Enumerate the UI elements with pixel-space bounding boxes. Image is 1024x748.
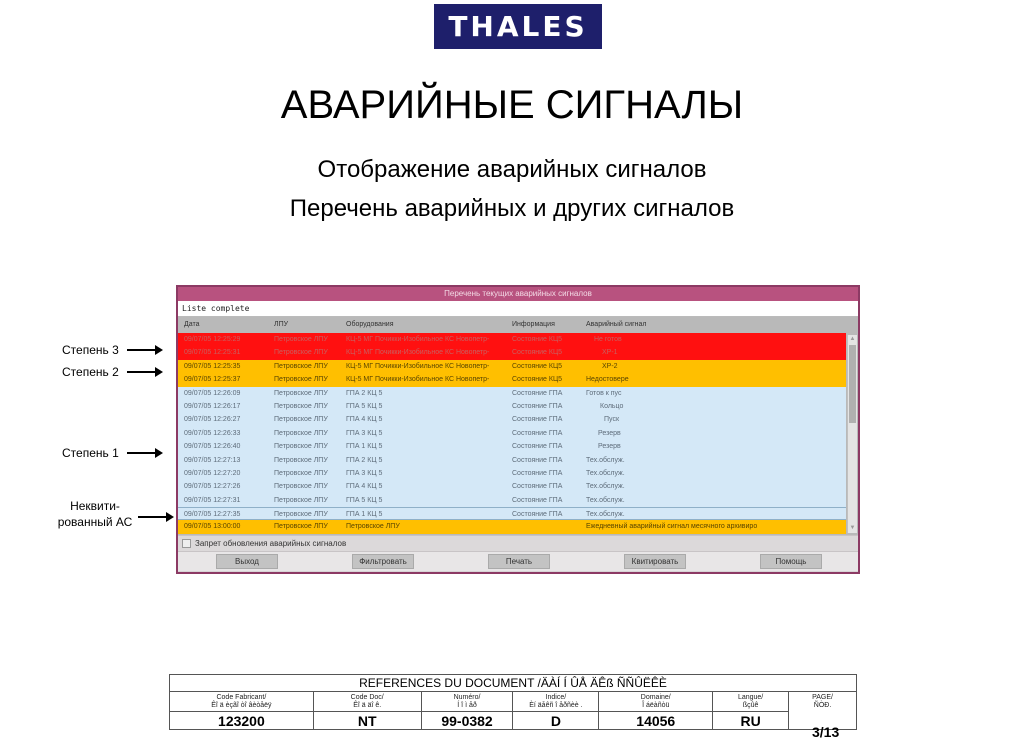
cell-signal: Тех.обслуж. [586,456,625,464]
callout-unacknowledged [50,498,140,530]
cell-signal: Резерв [598,429,621,437]
table-row[interactable] [178,467,846,480]
table-row[interactable] [178,480,846,493]
cell-info: Состояние КЦ5 [512,349,563,357]
cell-date: 09/07/05 12:27:13 [184,456,241,464]
cell-info: Состояние ГПА [512,443,563,451]
checkbox-label: Запрет обновления аварийных сигналов [195,539,347,548]
cell-equipment: ГПА 4 КЦ 5 [346,416,383,424]
disable-update-option[interactable] [178,535,858,551]
value-language: RU [713,712,789,730]
vertical-scrollbar[interactable] [847,335,857,533]
callout-label: Степень 1 [62,446,119,460]
cell-signal: Пуск [604,416,620,424]
cell-lpu: Петровское ЛПУ [274,443,328,451]
cell-equipment: ГПА 2 КЦ 5 [346,389,383,397]
cell-equipment: Петровское ЛПУ [346,523,400,531]
cell-lpu: Петровское ЛПУ [274,376,328,384]
column-header-signal[interactable]: Аварийный сигнал [586,321,647,328]
arrow-right-icon [127,349,161,351]
cell-equipment: ГПА 4 КЦ 5 [346,483,383,491]
table-header [178,317,858,333]
cell-lpu: Петровское ЛПУ [274,389,328,397]
callout-label: Степень 3 [62,343,119,357]
cell-date: 09/07/05 12:27:31 [184,496,241,504]
cell-info [512,520,584,533]
cell-equipment: ГПА 3 КЦ 5 [346,429,383,437]
cell-date: 09/07/05 12:25:29 [184,336,241,343]
table-row[interactable] [178,360,846,373]
cell-signal: Резерв [598,443,621,451]
cell-lpu: Петровское ЛПУ [274,496,328,504]
table-row[interactable] [178,427,846,440]
list-mode-label: Liste complete [178,301,858,317]
scrollbar-thumb[interactable] [849,345,856,423]
button-bar [178,551,858,571]
cell-lpu: Петровское ЛПУ [274,469,328,477]
label-number: Numéro/ Í î ì åð [421,692,513,712]
value-manufacturer-code: 123200 [170,712,314,730]
column-header-equipment[interactable]: Оборудования [346,321,394,328]
cell-lpu: Петровское ЛПУ [274,523,328,531]
cell-info: Состояние ГПА [512,402,563,410]
cell-lpu: Петровское ЛПУ [274,402,328,410]
table-body [178,333,846,535]
cell-signal: Тех.обслуж. [586,469,625,477]
cell-info: Состояние ГПА [512,416,563,424]
cell-date: 09/07/05 12:27:35 [184,511,241,519]
cell-equipment: ГПА 5 КЦ 5 [346,402,383,410]
label-page: PAGE/ ÑÒÐ. [789,692,857,730]
arrow-right-icon [127,371,161,373]
cell-info: Состояние КЦ5 [512,376,563,384]
cell-signal: Кольцо [600,402,624,410]
cell-signal: Не готов [594,336,622,343]
alarm-table [178,317,858,535]
label-doc-code: Code Doc/ Êî ä äî ê. [313,692,421,712]
cell-date: 09/07/05 12:25:37 [184,376,241,384]
arrow-right-icon [138,516,172,518]
cell-lpu: Петровское ЛПУ [274,456,328,464]
column-header-info[interactable]: Информация [512,321,555,328]
page-number: 3/13 [812,724,840,740]
thales-logo [434,4,602,49]
cell-equipment: ГПА 1 КЦ 5 [346,443,383,451]
cell-info: Состояние КЦ5 [512,336,563,343]
table-row[interactable] [178,346,846,359]
logo-text: THALES [448,10,588,43]
exit-button[interactable]: Выход [216,554,278,569]
callout-severity-2 [62,365,161,379]
cell-info: Состояние ГПА [512,429,563,437]
table-row[interactable] [178,494,846,507]
cell-date: 09/07/05 12:27:26 [184,483,241,491]
value-doc-code: NT [313,712,421,730]
print-button[interactable]: Печать [488,554,550,569]
cell-equipment: ГПА 1 КЦ 5 [346,511,383,519]
window-title-bar[interactable]: Перечень текущих аварийных сигналов [178,287,858,301]
slide-subtitle-1: Отображение аварийных сигналов [317,156,707,183]
label-domain: Domaine/ Î áëàñòü [599,692,713,712]
cell-signal: Тех.обслуж. [586,511,625,519]
cell-date: 09/07/05 12:26:09 [184,389,241,397]
disable-update-checkbox[interactable] [182,539,191,548]
cell-date: 09/07/05 12:26:40 [184,443,241,451]
help-button[interactable]: Помощь [760,554,822,569]
scroll-up-arrow-icon[interactable]: ▲ [849,336,856,342]
cell-lpu: Петровское ЛПУ [274,349,328,357]
cell-date: 09/07/05 13:00:00 [184,523,241,531]
cell-signal: ХР-2 [602,362,618,370]
table-row-unacknowledged[interactable] [178,507,846,520]
value-domain: 14056 [599,712,713,730]
cell-date: 09/07/05 12:27:20 [184,469,241,477]
cell-info: Состояние ГПА [512,456,563,464]
callout-severity-1 [62,446,161,460]
cell-equipment: ГПА 5 КЦ 5 [346,496,383,504]
column-header-date[interactable]: Дата [184,321,200,328]
callout-label: Степень 2 [62,365,119,379]
cell-date: 09/07/05 12:25:31 [184,349,241,357]
cell-lpu: Петровское ЛПУ [274,362,328,370]
value-index: D [513,712,599,730]
scroll-down-arrow-icon[interactable]: ▼ [849,525,856,531]
column-header-lpu[interactable]: ЛПУ [274,321,289,328]
callout-label-line2: рованный АС [57,515,133,529]
cell-date: 09/07/05 12:25:35 [184,362,241,370]
cell-signal: Ежедневный аварийный сигнал месячного архивиро [586,523,758,531]
cell-info: Состояние ГПА [512,496,563,504]
table-row[interactable] [178,373,846,386]
cell-lpu: Петровское ЛПУ [274,336,328,343]
acknowledge-button[interactable]: Квитировать [624,554,686,569]
table-row[interactable] [178,454,846,467]
cell-info: Состояние КЦ5 [512,362,563,370]
cell-lpu: Петровское ЛПУ [274,416,328,424]
table-row[interactable] [178,413,846,426]
cell-equipment: ГПА 2 КЦ 5 [346,456,383,464]
cell-signal: Готов к пус [586,389,622,397]
cell-signal: Недостовере [586,376,629,384]
reference-header: REFERENCES DU DOCUMENT /ÄÀÍ Í ÛÅ ÄÊß ÑÑÛËÊÈ [170,675,857,692]
table-row[interactable] [178,520,846,533]
cell-info: Состояние ГПА [512,389,563,397]
cell-info: Состояние ГПА [512,483,563,491]
label-language: Langue/ ßçûê [713,692,789,712]
document-reference-table [169,674,857,730]
table-row[interactable] [178,333,846,346]
cell-equipment: КЦ-5 МГ Почикки-Изобильное КС Новопетр- [346,362,490,370]
alarm-list-window [176,285,860,574]
cell-lpu: Петровское ЛПУ [274,511,328,519]
label-manufacturer-code: Code Fabricant/ Êî ä èçãî òî âèòåëÿ [170,692,314,712]
cell-lpu: Петровское ЛПУ [274,429,328,437]
value-number: 99-0382 [421,712,513,730]
cell-equipment: КЦ-5 МГ Почикки-Изобильное КС Новопетр- [346,336,490,343]
cell-date: 09/07/05 12:26:27 [184,416,241,424]
slide-subtitle-2: Перечень аварийных и других сигналов [289,195,735,222]
arrow-right-icon [127,452,161,454]
cell-equipment: ГПА 3 КЦ 5 [346,469,383,477]
table-row[interactable] [178,400,846,413]
cell-signal: Тех.обслуж. [586,483,625,491]
cell-signal: ХР-1 [602,349,618,357]
label-index: Indice/ Èí äåêñ î åðñèè . [513,692,599,712]
cell-date: 09/07/05 12:26:33 [184,429,241,437]
callout-label-line1: Неквити- [70,499,120,513]
callout-severity-3 [62,343,161,357]
cell-signal: Тех.обслуж. [586,496,625,504]
cell-lpu: Петровское ЛПУ [274,483,328,491]
cell-equipment: КЦ-5 МГ Почикки-Изобильное КС Новопетр- [346,349,490,357]
slide-title: АВАРИЙНЫЕ СИГНАЛЫ [280,83,744,127]
table-row[interactable] [178,387,846,400]
table-row[interactable] [178,440,846,453]
cell-info: Состояние ГПА [512,469,563,477]
cell-equipment: КЦ-5 МГ Почикки-Изобильное КС Новопетр- [346,376,490,384]
filter-button[interactable]: Фильтровать [352,554,414,569]
cell-date: 09/07/05 12:26:17 [184,402,241,410]
cell-info: Состояние ГПА [512,511,563,519]
